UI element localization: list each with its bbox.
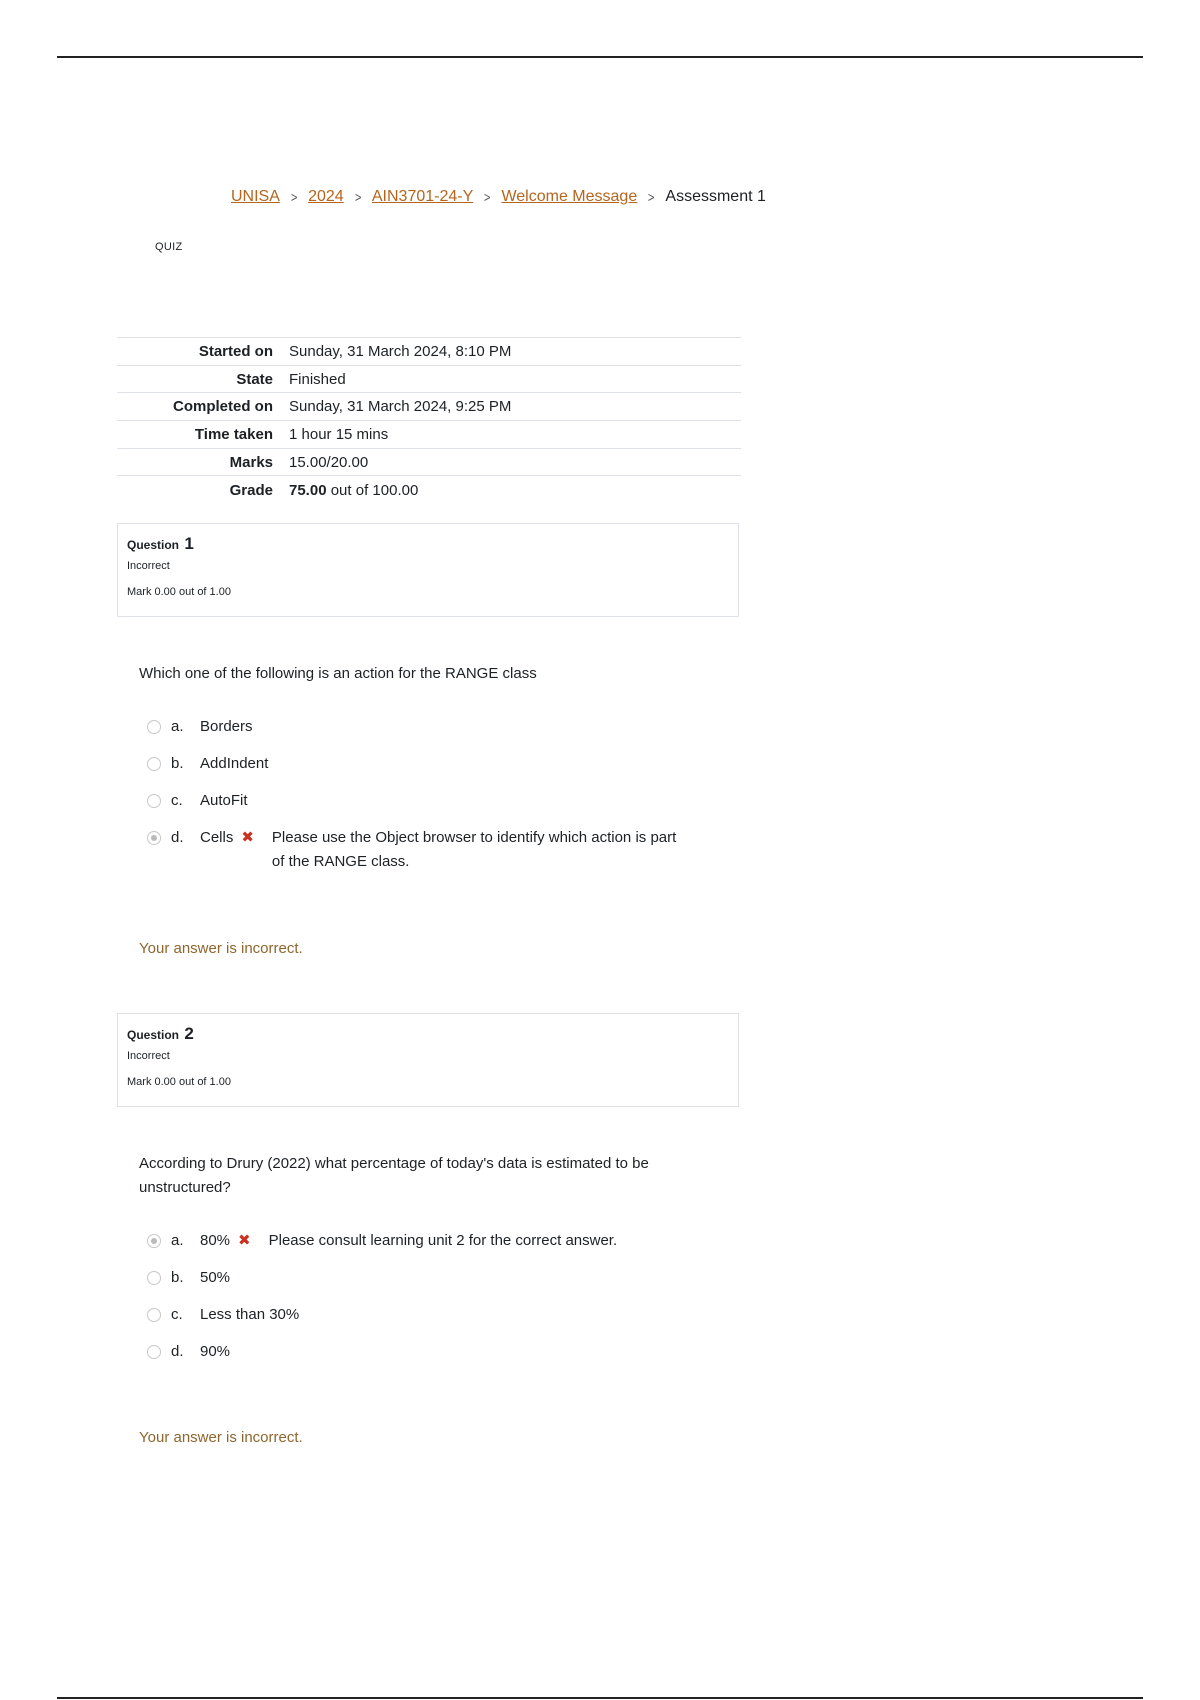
question-mark: Mark 0.00 out of 1.00 bbox=[127, 1076, 231, 1088]
option-letter: b. bbox=[171, 755, 184, 772]
summary-value: 1 hour 15 mins bbox=[289, 425, 389, 443]
grade-value: 75.00 bbox=[289, 481, 327, 499]
answer-option[interactable] bbox=[147, 1266, 230, 1290]
option-letter: b. bbox=[171, 1269, 184, 1286]
summary-label: Started on bbox=[198, 342, 273, 360]
bottom-rule bbox=[57, 1697, 1143, 1699]
chevron-right-icon: > bbox=[354, 189, 362, 205]
activity-type-label: QUIZ bbox=[155, 241, 183, 253]
breadcrumb-link-course[interactable]: AIN3701-24-Y bbox=[371, 188, 474, 205]
summary-row bbox=[117, 393, 741, 421]
breadcrumb-link-unisa[interactable]: UNISA bbox=[231, 188, 280, 205]
answer-option[interactable] bbox=[147, 752, 268, 776]
summary-label: State bbox=[236, 370, 273, 388]
option-letter: d. bbox=[171, 829, 184, 846]
incorrect-icon: ✖ bbox=[241, 829, 254, 846]
question-state: Incorrect bbox=[127, 560, 170, 572]
summary-label: Marks bbox=[229, 453, 273, 471]
option-text: AutoFit bbox=[200, 792, 248, 809]
option-feedback: Please consult learning unit 2 for the correct answer. bbox=[268, 1232, 618, 1249]
summary-value: Sunday, 31 March 2024, 8:10 PM bbox=[289, 342, 512, 360]
summary-value: 15.00/20.00 bbox=[289, 453, 369, 471]
grade-suffix: out of 100.00 bbox=[330, 481, 419, 499]
option-letter: a. bbox=[171, 718, 184, 735]
option-text: AddIndent bbox=[200, 755, 269, 772]
chevron-right-icon: > bbox=[484, 189, 491, 205]
question-number: Question 1 bbox=[127, 534, 194, 553]
radio-button[interactable] bbox=[147, 757, 161, 771]
incorrect-icon: ✖ bbox=[238, 1232, 251, 1249]
radio-button[interactable] bbox=[147, 1271, 161, 1285]
question-info-box bbox=[117, 1013, 739, 1107]
option-letter: c. bbox=[171, 792, 183, 809]
question-text: Which one of the following is an action for the RANGE class bbox=[139, 665, 537, 682]
option-letter: a. bbox=[171, 1232, 184, 1249]
breadcrumb-link-2024[interactable]: 2024 bbox=[308, 188, 344, 205]
option-text: Borders bbox=[200, 718, 253, 735]
summary-label: Completed on bbox=[173, 398, 273, 416]
breadcrumb bbox=[231, 188, 766, 206]
radio-button[interactable] bbox=[147, 1345, 161, 1359]
option-feedback: Please use the Object browser to identify which action is part of the RANGE class. bbox=[271, 829, 677, 870]
option-letter: c. bbox=[171, 1306, 183, 1323]
option-text: Cells bbox=[200, 829, 234, 846]
question-state: Incorrect bbox=[127, 1050, 170, 1062]
option-text: Less than 30% bbox=[200, 1306, 300, 1323]
question-outcome: Your answer is incorrect. bbox=[139, 1429, 303, 1446]
summary-value: Sunday, 31 March 2024, 9:25 PM bbox=[289, 398, 512, 416]
option-letter: d. bbox=[171, 1343, 184, 1360]
question-mark: Mark 0.00 out of 1.00 bbox=[127, 586, 231, 598]
question-info-box bbox=[117, 523, 739, 617]
chevron-right-icon: > bbox=[290, 189, 298, 205]
summary-row-grade bbox=[117, 476, 741, 504]
summary-row bbox=[117, 365, 741, 393]
radio-button-checked[interactable] bbox=[147, 1234, 161, 1248]
summary-label: Grade bbox=[229, 481, 273, 499]
answer-option[interactable] bbox=[147, 1340, 230, 1364]
radio-button-checked[interactable] bbox=[147, 831, 161, 845]
radio-button[interactable] bbox=[147, 1308, 161, 1322]
answer-option-selected[interactable] bbox=[147, 1229, 689, 1253]
summary-label: Time taken bbox=[194, 425, 273, 443]
summary-row bbox=[117, 338, 741, 366]
attempt-summary-table bbox=[117, 337, 741, 504]
radio-button[interactable] bbox=[147, 794, 161, 808]
question-text: According to Drury (2022) what percentage of today's data is estimated to be unstructured? bbox=[139, 1155, 649, 1196]
summary-row bbox=[117, 421, 741, 449]
answer-option[interactable] bbox=[147, 715, 253, 739]
question-number: Question 2 bbox=[127, 1024, 194, 1043]
answer-option[interactable] bbox=[147, 1303, 299, 1327]
radio-button[interactable] bbox=[147, 720, 161, 734]
top-rule bbox=[57, 56, 1143, 58]
breadcrumb-link-welcome-message[interactable]: Welcome Message bbox=[501, 188, 638, 205]
option-text: 50% bbox=[200, 1269, 231, 1286]
answer-option[interactable] bbox=[147, 789, 248, 813]
chevron-right-icon: > bbox=[648, 189, 655, 205]
answer-option-selected[interactable] bbox=[147, 826, 692, 874]
summary-value bbox=[289, 476, 741, 504]
option-text: 80% bbox=[200, 1232, 231, 1249]
summary-row bbox=[117, 448, 741, 476]
breadcrumb-current: Assessment 1 bbox=[665, 188, 766, 205]
summary-value: Finished bbox=[289, 370, 346, 388]
question-outcome: Your answer is incorrect. bbox=[139, 940, 303, 957]
option-text: 90% bbox=[200, 1343, 231, 1360]
